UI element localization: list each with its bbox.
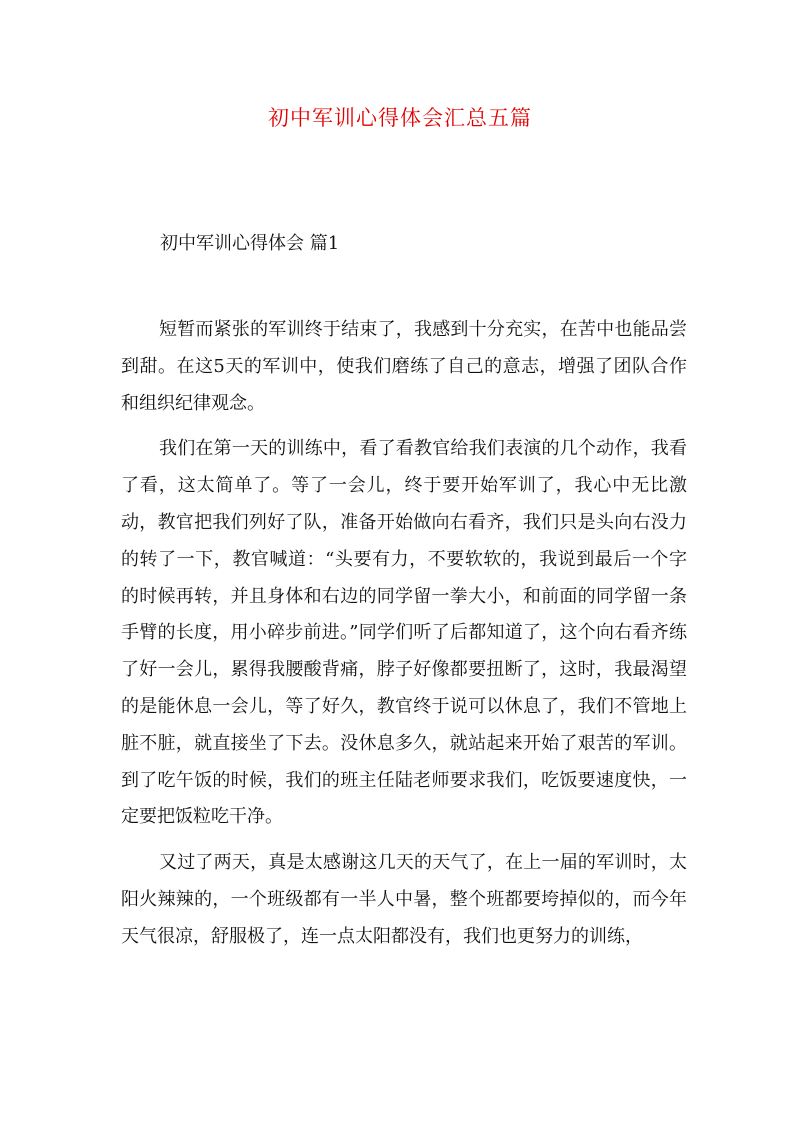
paragraph-1: 短暂而紧张的军训终于结束了，我感到十分充实，在苦中也能品尝到甜。在这5天的军训中，使我们磨练了自己的意志，增强了团队合作和组织纪律观念。 bbox=[121, 319, 687, 414]
document-title: 初中军训心得体会汇总五篇 bbox=[268, 106, 532, 130]
section-heading: 初中军训心得体会 篇1 bbox=[160, 233, 340, 254]
paragraph-2: 我们在第一天的训练中，看了看教官给我们表演的几个动作，我看了看，这太简单了。等了一会儿，终于要开始军训了，我心中无比激动，教官把我们列好了队，准备开始做向右看齐，我们只是头向右没力的转了一下，教官喊道：“头要有力，不要软软的，我说到最后一个字的时候再转，并且身体和右边的同学留一拳大小，和前面的同学留一条手臂的长度，用小碎步前进。”同学们听了后都知道了，这个向右看齐练了好一会儿，累得我腰酸背痛，脖子好像都要扭断了，这时，我最渴望的是能休息一会儿，等了好久，教官终于说可以休息了，我们不管地上脏不脏，就直接坐了下去。没休息多久，就站起来开始了艰苦的军训。到了吃午饭的时候，我们的班主任陆老师要求我们，吃饭要速度快，一定要把饭粒吃干净。 bbox=[121, 438, 687, 828]
document-body bbox=[121, 312, 687, 965]
paragraph-3: 又过了两天，真是太感谢这几天的天气了，在上一届的军训时，太阳火辣辣的，一个班级都有一半人中暑，整个班都要垮掉似的，而今年天气很凉，舒服极了，连一点太阳都没有，我们也更努力的训练， bbox=[121, 852, 687, 947]
